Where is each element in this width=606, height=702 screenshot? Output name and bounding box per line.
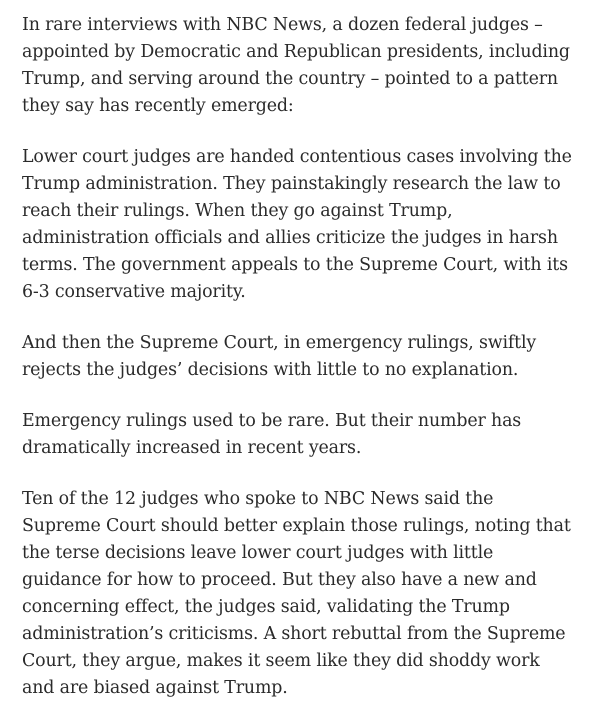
article-paragraph-1: In rare interviews with NBC News, a dozen federal judges – appointed by Democratic and Republican presidents, including Trump, and serving around the country – pointed to a pattern they say has recently emerged:	[22, 15, 570, 116]
article-paragraph-3: And then the Supreme Court, in emergency rulings, swiftly rejects the judges’ decisions with little to no explanation.	[22, 333, 537, 380]
article-paragraph-2: Lower court judges are handed contentious cases involving the Trump administration. They painstakingly research the law to reach their rulings. When they go against Trump, administration officials and allies criticize the judges in harsh terms. The government appeals to the Supreme Court, with its 6-3 conservative majority.	[22, 147, 572, 302]
article-paragraph-4: Emergency rulings used to be rare. But their number has dramatically increased in recent years.	[22, 411, 522, 458]
article-paragraph-5: Ten of the 12 judges who spoke to NBC News said the Supreme Court should better explain those rulings, noting that the terse decisions leave lower court judges with little guidance for how to proceed. But they also have a new and concerning effect, the judges said, validating the Trump administration’s criticisms. A short rebuttal from the Supreme Court, they argue, makes it seem like they did shoddy work and are biased against Trump.	[22, 489, 571, 698]
